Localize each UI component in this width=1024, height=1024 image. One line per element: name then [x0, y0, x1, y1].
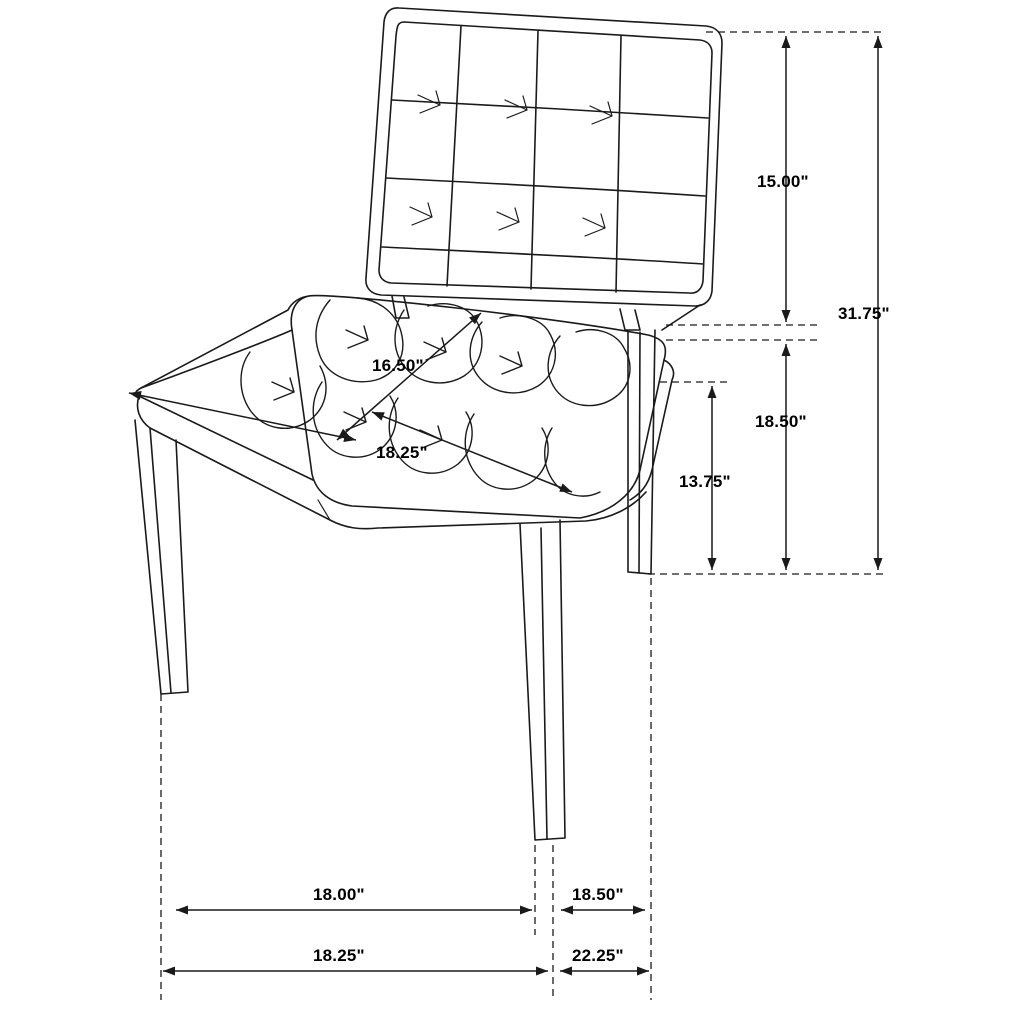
dim-label-overall-depth: 22.25" — [572, 946, 624, 965]
dim-label-front-leg-span: 18.00" — [313, 885, 365, 904]
dim-label-overall-width: 18.25" — [313, 946, 365, 965]
dim-seat-depth — [337, 313, 481, 440]
dim-label-seat-width: 18.25" — [376, 443, 428, 462]
seat-cushion — [136, 296, 674, 529]
dim-label-seat-height: 13.75" — [679, 472, 731, 491]
dim-label-seat-depth: 16.50" — [372, 356, 424, 375]
chair-back — [366, 8, 722, 330]
chair-illustration — [135, 8, 722, 840]
dim-label-side-leg-span: 18.50" — [572, 885, 624, 904]
dim-seat-width — [129, 393, 572, 492]
dim-label-seat-back-height: 18.50" — [755, 412, 807, 431]
dim-label-overall-height: 31.75" — [838, 304, 890, 323]
dim-label-back-height: 15.00" — [757, 172, 809, 191]
